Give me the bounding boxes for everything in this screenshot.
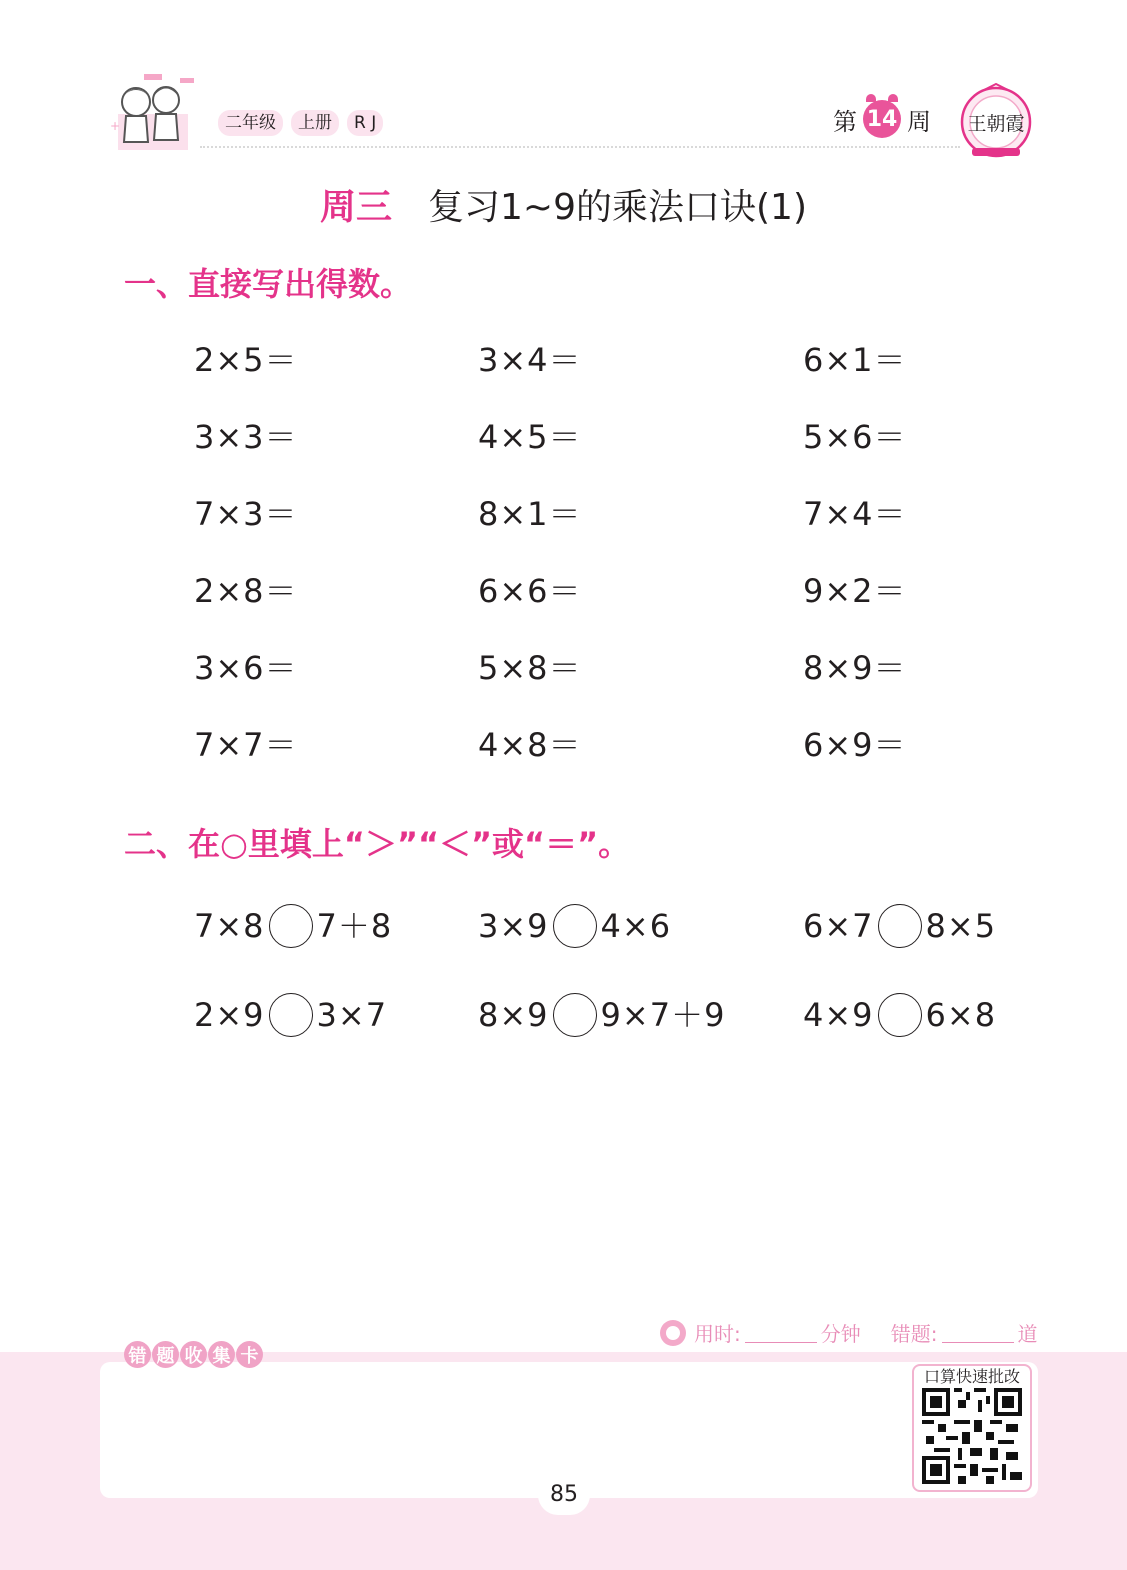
week-suffix: 周 [907,107,931,136]
exercise-item: 8×1＝ [478,495,582,533]
exercise-item: 6×6＝ [478,572,582,610]
exercise-item: 2×5＝ [194,341,298,379]
time-blank[interactable] [745,1323,817,1343]
comparison-item [194,903,392,949]
title-day: 周三 [320,187,393,228]
answer-circle[interactable] [553,904,597,948]
grade-tags [218,110,383,136]
exercise-item: 9×2＝ [803,572,907,610]
section2-heading: 二、在○里填上“＞”“＜”或“＝”。 [124,825,631,863]
exercise-item: 4×8＝ [478,726,582,764]
page-title [0,184,1127,232]
qr-code-icon[interactable] [922,1388,1022,1484]
exercise-item: 2×8＝ [194,572,298,610]
comparison-right: 3×7 [316,996,388,1034]
qr-caption: 口算快速批改 [923,1367,1020,1386]
comparison-left: 4×9 [803,996,874,1034]
comparison-left: 8×9 [478,996,549,1034]
week-indicator [833,100,931,138]
week-number: 14 [866,106,898,132]
collect-char: 收 [180,1341,207,1368]
exercise-item: 3×4＝ [478,341,582,379]
exercise-item: 7×4＝ [803,495,907,533]
exercise-item: 3×6＝ [194,649,298,687]
comparison-left: 3×9 [478,907,549,945]
comparison-right: 9×7＋9 [600,996,726,1034]
collect-char: 错 [124,1341,151,1368]
edition-tag: R J [347,110,383,136]
stopwatch-icon [660,1320,686,1346]
exercise-item: 4×5＝ [478,418,582,456]
comparison-left: 2×9 [194,996,265,1034]
comparison-right: 4×6 [600,907,672,945]
header-divider [200,146,960,148]
comparison-item [803,903,996,949]
time-label: 用时: [694,1322,741,1346]
logo-seal-icon [958,82,1034,160]
comparison-right: 8×5 [925,907,997,945]
exercise-item: 7×7＝ [194,726,298,764]
exercise-item: 3×3＝ [194,418,298,456]
comparison-left: 7×8 [194,907,265,945]
kids-illustration-icon [108,72,204,156]
page-number: 85 [538,1475,590,1515]
exercise-item: 5×6＝ [803,418,907,456]
comparison-right: 6×8 [925,996,997,1034]
comparison-right: 7＋8 [316,907,393,945]
exercise-item: 6×9＝ [803,726,907,764]
comparison-left: 6×7 [803,907,874,945]
answer-circle[interactable] [878,993,922,1037]
svg-text:+: + [110,119,121,133]
errors-unit: 道 [1017,1322,1038,1346]
answer-circle[interactable] [269,993,313,1037]
answer-circle[interactable] [269,904,313,948]
error-collection-label [124,1341,263,1368]
time-unit: 分钟 [820,1322,861,1346]
exercise-item: 6×1＝ [803,341,907,379]
exercise-item: 8×9＝ [803,649,907,687]
timer-line [660,1318,1038,1347]
errors-label: 错题: [890,1322,938,1346]
alarm-clock-icon [863,100,901,138]
logo-text: 王朝霞 [967,113,1025,135]
week-prefix: 第 [833,107,857,136]
exercise-item: 7×3＝ [194,495,298,533]
comparison-item [803,992,996,1038]
errors-blank[interactable] [942,1323,1014,1343]
collect-char: 集 [208,1341,235,1368]
volume-tag: 上册 [291,110,339,136]
answer-circle[interactable] [878,904,922,948]
collect-char: 卡 [236,1341,263,1368]
comparison-item [478,903,671,949]
section1-heading: 一、直接写出得数。 [124,265,413,303]
exercise-item: 5×8＝ [478,649,582,687]
title-topic: 复习1~9的乘法口诀(1) [428,187,807,228]
grade-tag: 二年级 [218,110,283,136]
comparison-item [194,992,387,1038]
collect-char: 题 [152,1341,179,1368]
comparison-item [478,992,725,1038]
answer-circle[interactable] [553,993,597,1037]
